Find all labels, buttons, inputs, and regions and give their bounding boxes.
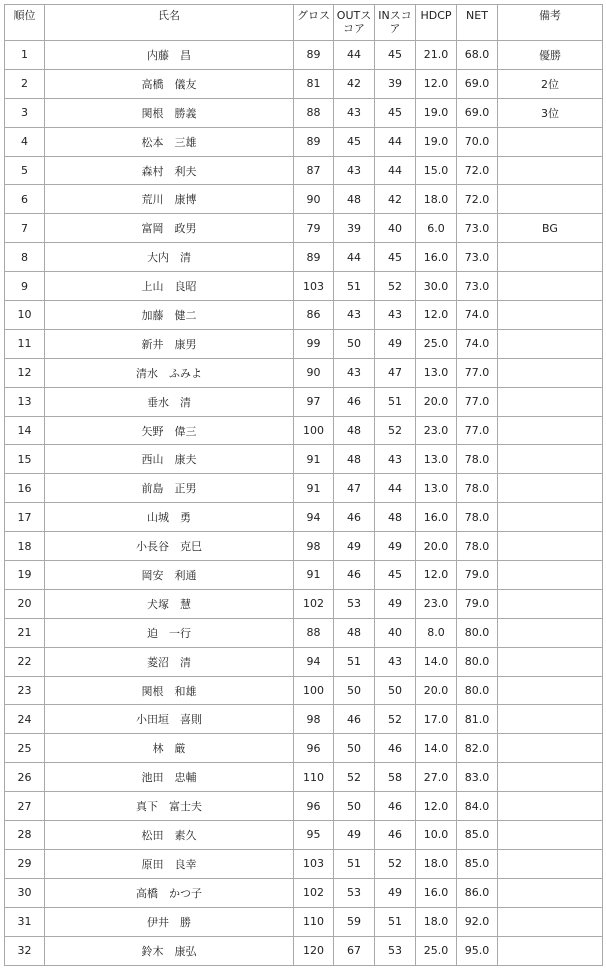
cell-hdcp: 14.0	[416, 647, 457, 676]
table-row	[5, 185, 603, 214]
cell-in: 43	[375, 647, 416, 676]
cell-name: 大内 清	[45, 243, 294, 272]
cell-note	[498, 445, 603, 474]
cell-name: 真下 富士夫	[45, 792, 294, 821]
cell-hdcp: 19.0	[416, 98, 457, 127]
cell-gross: 99	[294, 329, 334, 358]
cell-gross: 87	[294, 156, 334, 185]
cell-out: 43	[334, 98, 375, 127]
cell-gross: 96	[294, 734, 334, 763]
cell-name: 松田 素久	[45, 821, 294, 850]
table-row	[5, 358, 603, 387]
cell-net: 95.0	[457, 936, 498, 965]
cell-hdcp: 19.0	[416, 127, 457, 156]
cell-out: 51	[334, 647, 375, 676]
cell-hdcp: 20.0	[416, 676, 457, 705]
cell-note	[498, 532, 603, 561]
cell-out: 50	[334, 329, 375, 358]
cell-out: 48	[334, 618, 375, 647]
cell-net: 83.0	[457, 763, 498, 792]
cell-gross: 102	[294, 878, 334, 907]
table-row	[5, 676, 603, 705]
cell-out: 46	[334, 561, 375, 590]
cell-name: 林 厳	[45, 734, 294, 763]
cell-in: 40	[375, 214, 416, 243]
cell-net: 74.0	[457, 329, 498, 358]
table-row	[5, 532, 603, 561]
cell-gross: 95	[294, 821, 334, 850]
cell-net: 77.0	[457, 358, 498, 387]
cell-in: 52	[375, 849, 416, 878]
cell-out: 43	[334, 301, 375, 330]
cell-in: 49	[375, 329, 416, 358]
cell-net: 73.0	[457, 214, 498, 243]
cell-rank: 15	[5, 445, 45, 474]
cell-note	[498, 243, 603, 272]
cell-note	[498, 878, 603, 907]
cell-out: 45	[334, 127, 375, 156]
cell-net: 82.0	[457, 734, 498, 763]
cell-gross: 103	[294, 272, 334, 301]
cell-hdcp: 6.0	[416, 214, 457, 243]
cell-out: 49	[334, 821, 375, 850]
cell-gross: 89	[294, 41, 334, 70]
cell-name: 荒川 康博	[45, 185, 294, 214]
cell-out: 67	[334, 936, 375, 965]
cell-name: 内藤 昌	[45, 41, 294, 70]
cell-note	[498, 792, 603, 821]
cell-name: 新井 康男	[45, 329, 294, 358]
cell-name: 西山 康夫	[45, 445, 294, 474]
cell-in: 52	[375, 705, 416, 734]
cell-gross: 91	[294, 561, 334, 590]
cell-out: 44	[334, 243, 375, 272]
cell-note	[498, 734, 603, 763]
cell-gross: 90	[294, 358, 334, 387]
table-row	[5, 156, 603, 185]
cell-gross: 91	[294, 474, 334, 503]
cell-net: 72.0	[457, 156, 498, 185]
cell-in: 52	[375, 416, 416, 445]
cell-hdcp: 25.0	[416, 329, 457, 358]
cell-gross: 88	[294, 98, 334, 127]
cell-note	[498, 329, 603, 358]
cell-note	[498, 676, 603, 705]
table-row	[5, 589, 603, 618]
cell-hdcp: 12.0	[416, 561, 457, 590]
cell-out: 39	[334, 214, 375, 243]
cell-note: 3位	[498, 98, 603, 127]
cell-note	[498, 763, 603, 792]
cell-rank: 5	[5, 156, 45, 185]
cell-gross: 81	[294, 69, 334, 98]
cell-note	[498, 589, 603, 618]
cell-note	[498, 647, 603, 676]
cell-hdcp: 30.0	[416, 272, 457, 301]
cell-in: 53	[375, 936, 416, 965]
cell-hdcp: 17.0	[416, 705, 457, 734]
table-row	[5, 849, 603, 878]
cell-net: 73.0	[457, 272, 498, 301]
table-row	[5, 301, 603, 330]
table-row	[5, 821, 603, 850]
cell-name: 関根 勝義	[45, 98, 294, 127]
cell-hdcp: 25.0	[416, 936, 457, 965]
cell-net: 78.0	[457, 445, 498, 474]
cell-rank: 6	[5, 185, 45, 214]
cell-out: 44	[334, 41, 375, 70]
cell-hdcp: 10.0	[416, 821, 457, 850]
cell-rank: 19	[5, 561, 45, 590]
cell-in: 43	[375, 445, 416, 474]
cell-hdcp: 15.0	[416, 156, 457, 185]
cell-rank: 25	[5, 734, 45, 763]
cell-in: 50	[375, 676, 416, 705]
cell-net: 86.0	[457, 878, 498, 907]
cell-net: 69.0	[457, 69, 498, 98]
table-row	[5, 705, 603, 734]
cell-net: 78.0	[457, 532, 498, 561]
table-row	[5, 792, 603, 821]
cell-hdcp: 16.0	[416, 503, 457, 532]
cell-in: 49	[375, 589, 416, 618]
table-row	[5, 474, 603, 503]
cell-name: 原田 良幸	[45, 849, 294, 878]
cell-rank: 31	[5, 907, 45, 936]
cell-out: 47	[334, 474, 375, 503]
cell-rank: 32	[5, 936, 45, 965]
cell-hdcp: 12.0	[416, 301, 457, 330]
cell-note: 2位	[498, 69, 603, 98]
cell-gross: 89	[294, 127, 334, 156]
cell-in: 43	[375, 301, 416, 330]
cell-net: 69.0	[457, 98, 498, 127]
cell-note	[498, 358, 603, 387]
cell-in: 46	[375, 821, 416, 850]
cell-net: 77.0	[457, 387, 498, 416]
cell-name: 犬塚 慧	[45, 589, 294, 618]
cell-gross: 100	[294, 676, 334, 705]
cell-net: 77.0	[457, 416, 498, 445]
cell-hdcp: 18.0	[416, 849, 457, 878]
cell-in: 46	[375, 734, 416, 763]
cell-in: 58	[375, 763, 416, 792]
cell-hdcp: 27.0	[416, 763, 457, 792]
cell-name: 高橋 儀友	[45, 69, 294, 98]
header-net: NET	[457, 5, 498, 41]
cell-gross: 98	[294, 532, 334, 561]
cell-in: 49	[375, 532, 416, 561]
cell-hdcp: 21.0	[416, 41, 457, 70]
cell-name: 清水 ふみよ	[45, 358, 294, 387]
cell-out: 53	[334, 878, 375, 907]
cell-in: 48	[375, 503, 416, 532]
cell-rank: 20	[5, 589, 45, 618]
cell-name: 松本 三雄	[45, 127, 294, 156]
cell-rank: 24	[5, 705, 45, 734]
header-note: 備考	[498, 5, 603, 41]
cell-out: 50	[334, 676, 375, 705]
cell-out: 46	[334, 705, 375, 734]
cell-note	[498, 127, 603, 156]
cell-rank: 9	[5, 272, 45, 301]
cell-in: 45	[375, 561, 416, 590]
cell-net: 85.0	[457, 821, 498, 850]
cell-gross: 79	[294, 214, 334, 243]
cell-hdcp: 13.0	[416, 358, 457, 387]
cell-note	[498, 936, 603, 965]
table-row	[5, 69, 603, 98]
cell-in: 44	[375, 474, 416, 503]
cell-rank: 28	[5, 821, 45, 850]
cell-gross: 103	[294, 849, 334, 878]
cell-in: 52	[375, 272, 416, 301]
cell-gross: 98	[294, 705, 334, 734]
table-row	[5, 907, 603, 936]
cell-name: 山城 勇	[45, 503, 294, 532]
cell-out: 48	[334, 416, 375, 445]
cell-net: 73.0	[457, 243, 498, 272]
cell-in: 45	[375, 243, 416, 272]
cell-note	[498, 618, 603, 647]
cell-out: 53	[334, 589, 375, 618]
table-row	[5, 763, 603, 792]
cell-rank: 17	[5, 503, 45, 532]
cell-hdcp: 8.0	[416, 618, 457, 647]
cell-rank: 13	[5, 387, 45, 416]
table-row	[5, 503, 603, 532]
cell-rank: 22	[5, 647, 45, 676]
cell-out: 42	[334, 69, 375, 98]
table-row	[5, 98, 603, 127]
cell-note	[498, 272, 603, 301]
cell-gross: 91	[294, 445, 334, 474]
cell-note	[498, 156, 603, 185]
cell-note	[498, 705, 603, 734]
cell-net: 68.0	[457, 41, 498, 70]
cell-gross: 96	[294, 792, 334, 821]
cell-name: 上山 良昭	[45, 272, 294, 301]
cell-gross: 89	[294, 243, 334, 272]
cell-in: 44	[375, 156, 416, 185]
cell-name: 富岡 政男	[45, 214, 294, 243]
table-row	[5, 445, 603, 474]
cell-gross: 110	[294, 907, 334, 936]
table-row	[5, 127, 603, 156]
cell-rank: 2	[5, 69, 45, 98]
cell-hdcp: 13.0	[416, 445, 457, 474]
cell-note	[498, 416, 603, 445]
cell-note	[498, 907, 603, 936]
cell-hdcp: 12.0	[416, 792, 457, 821]
cell-rank: 12	[5, 358, 45, 387]
cell-hdcp: 18.0	[416, 907, 457, 936]
cell-gross: 94	[294, 503, 334, 532]
cell-name: 岡安 利通	[45, 561, 294, 590]
cell-out: 59	[334, 907, 375, 936]
cell-note	[498, 387, 603, 416]
cell-net: 74.0	[457, 301, 498, 330]
cell-net: 70.0	[457, 127, 498, 156]
cell-in: 39	[375, 69, 416, 98]
header-name: 氏名	[45, 5, 294, 41]
cell-note	[498, 301, 603, 330]
cell-rank: 11	[5, 329, 45, 358]
cell-net: 80.0	[457, 676, 498, 705]
cell-net: 78.0	[457, 503, 498, 532]
cell-net: 85.0	[457, 849, 498, 878]
cell-in: 47	[375, 358, 416, 387]
cell-rank: 14	[5, 416, 45, 445]
results-table	[4, 4, 603, 966]
cell-name: 池田 忠輔	[45, 763, 294, 792]
cell-gross: 90	[294, 185, 334, 214]
table-row	[5, 214, 603, 243]
cell-rank: 10	[5, 301, 45, 330]
cell-rank: 1	[5, 41, 45, 70]
cell-hdcp: 13.0	[416, 474, 457, 503]
cell-rank: 26	[5, 763, 45, 792]
cell-gross: 86	[294, 301, 334, 330]
cell-out: 46	[334, 503, 375, 532]
cell-hdcp: 14.0	[416, 734, 457, 763]
cell-in: 42	[375, 185, 416, 214]
cell-rank: 7	[5, 214, 45, 243]
cell-rank: 4	[5, 127, 45, 156]
table-row	[5, 416, 603, 445]
cell-net: 79.0	[457, 561, 498, 590]
cell-name: 加藤 健二	[45, 301, 294, 330]
cell-rank: 30	[5, 878, 45, 907]
cell-out: 43	[334, 156, 375, 185]
cell-rank: 8	[5, 243, 45, 272]
cell-in: 51	[375, 907, 416, 936]
cell-name: 垂水 清	[45, 387, 294, 416]
cell-in: 40	[375, 618, 416, 647]
cell-hdcp: 23.0	[416, 416, 457, 445]
cell-out: 51	[334, 849, 375, 878]
cell-name: 矢野 偉三	[45, 416, 294, 445]
cell-in: 51	[375, 387, 416, 416]
table-row	[5, 618, 603, 647]
cell-net: 92.0	[457, 907, 498, 936]
table-row	[5, 936, 603, 965]
cell-out: 50	[334, 792, 375, 821]
cell-out: 50	[334, 734, 375, 763]
cell-out: 52	[334, 763, 375, 792]
cell-note: 優勝	[498, 41, 603, 70]
table-row	[5, 878, 603, 907]
cell-hdcp: 23.0	[416, 589, 457, 618]
cell-name: 高橋 かつ子	[45, 878, 294, 907]
cell-out: 48	[334, 445, 375, 474]
cell-hdcp: 20.0	[416, 387, 457, 416]
cell-note	[498, 849, 603, 878]
cell-gross: 102	[294, 589, 334, 618]
cell-net: 72.0	[457, 185, 498, 214]
cell-rank: 27	[5, 792, 45, 821]
cell-note	[498, 474, 603, 503]
header-in: INスコア	[375, 5, 416, 41]
cell-net: 84.0	[457, 792, 498, 821]
cell-net: 81.0	[457, 705, 498, 734]
cell-note	[498, 561, 603, 590]
cell-out: 48	[334, 185, 375, 214]
cell-gross: 100	[294, 416, 334, 445]
cell-name: 森村 利夫	[45, 156, 294, 185]
cell-name: 小長谷 克巳	[45, 532, 294, 561]
cell-gross: 94	[294, 647, 334, 676]
cell-rank: 16	[5, 474, 45, 503]
table-row	[5, 647, 603, 676]
header-hdcp: HDCP	[416, 5, 457, 41]
cell-rank: 29	[5, 849, 45, 878]
table-row	[5, 387, 603, 416]
header-rank: 順位	[5, 5, 45, 41]
cell-in: 49	[375, 878, 416, 907]
cell-hdcp: 18.0	[416, 185, 457, 214]
table-row	[5, 561, 603, 590]
table-row	[5, 734, 603, 763]
cell-name: 菱沼 清	[45, 647, 294, 676]
cell-out: 43	[334, 358, 375, 387]
cell-note	[498, 185, 603, 214]
cell-net: 80.0	[457, 618, 498, 647]
cell-in: 44	[375, 127, 416, 156]
cell-hdcp: 20.0	[416, 532, 457, 561]
cell-in: 45	[375, 98, 416, 127]
header-gross: グロス	[294, 5, 334, 41]
cell-hdcp: 16.0	[416, 878, 457, 907]
cell-rank: 18	[5, 532, 45, 561]
cell-hdcp: 16.0	[416, 243, 457, 272]
cell-rank: 21	[5, 618, 45, 647]
cell-name: 迫 一行	[45, 618, 294, 647]
table-row	[5, 272, 603, 301]
cell-note	[498, 821, 603, 850]
cell-gross: 120	[294, 936, 334, 965]
cell-name: 鈴木 康弘	[45, 936, 294, 965]
header-out: OUTスコア	[334, 5, 375, 41]
table-row	[5, 41, 603, 70]
cell-gross: 110	[294, 763, 334, 792]
cell-out: 51	[334, 272, 375, 301]
cell-in: 46	[375, 792, 416, 821]
cell-out: 49	[334, 532, 375, 561]
header-row	[5, 5, 603, 41]
cell-name: 小田垣 喜則	[45, 705, 294, 734]
cell-hdcp: 12.0	[416, 69, 457, 98]
cell-gross: 88	[294, 618, 334, 647]
cell-net: 80.0	[457, 647, 498, 676]
cell-net: 79.0	[457, 589, 498, 618]
table-row	[5, 243, 603, 272]
cell-name: 関根 和雄	[45, 676, 294, 705]
cell-in: 45	[375, 41, 416, 70]
cell-name: 前島 正男	[45, 474, 294, 503]
cell-out: 46	[334, 387, 375, 416]
cell-name: 伊井 勝	[45, 907, 294, 936]
cell-net: 78.0	[457, 474, 498, 503]
cell-note: BG	[498, 214, 603, 243]
cell-gross: 97	[294, 387, 334, 416]
cell-rank: 3	[5, 98, 45, 127]
table-row	[5, 329, 603, 358]
cell-rank: 23	[5, 676, 45, 705]
cell-note	[498, 503, 603, 532]
